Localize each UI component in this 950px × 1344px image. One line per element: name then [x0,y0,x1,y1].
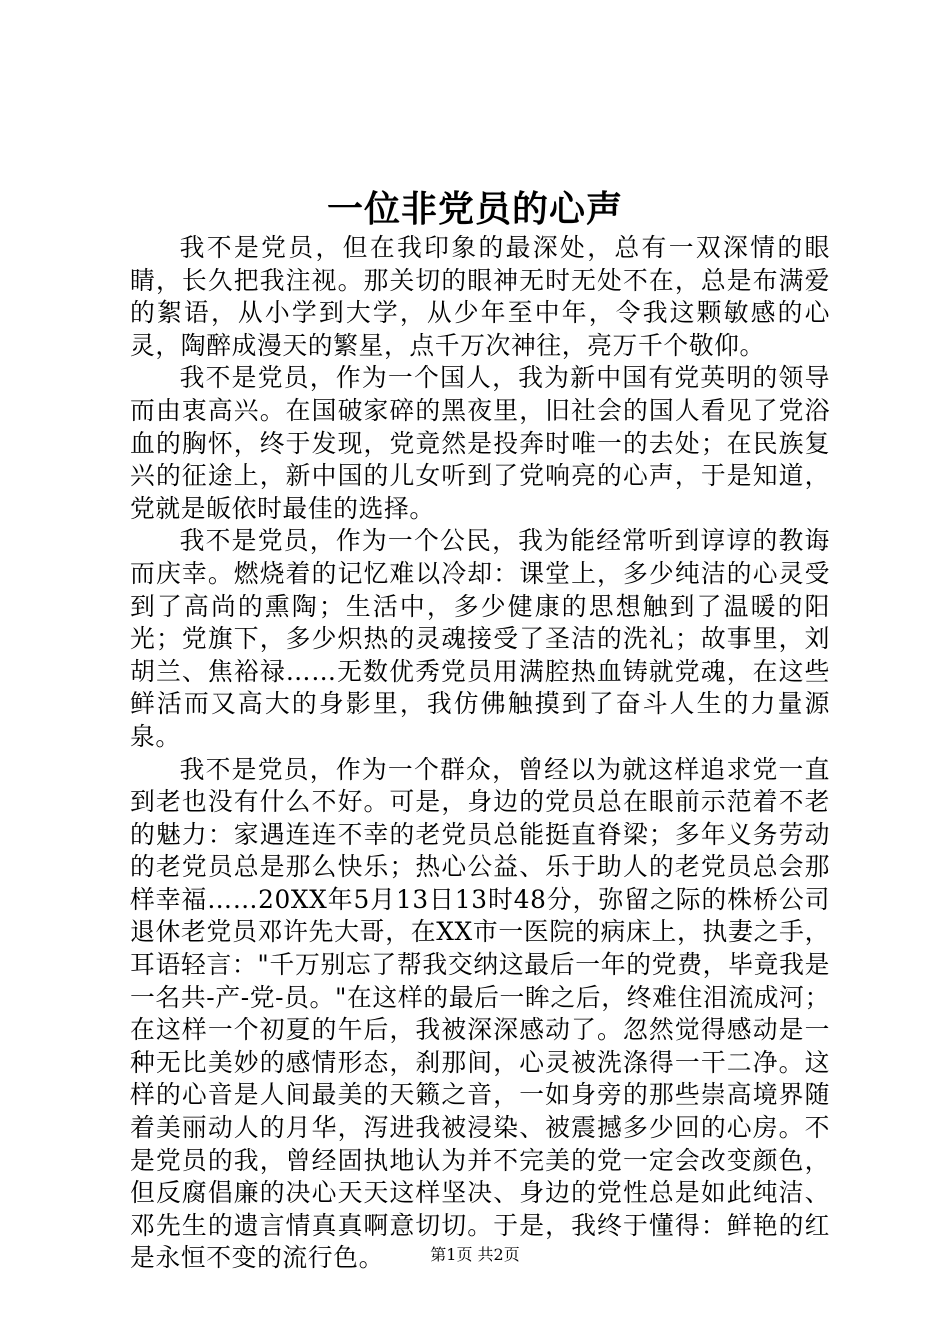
document-title: 一位非党员的心声 [326,188,623,230]
page-number-footer: 第1页 共2页 [430,1245,520,1264]
paragraph-3: 我不是党员，作为一个公民，我为能经常听到谆谆的教诲而庆幸。燃烧着的记忆难以冷却：课堂上，多少纯洁的心灵受到了高尚的熏陶；生活中，多少健康的思想触到了温暖的阳光；党旗下，多少炽热的灵魂接受了圣洁的洗礼；故事里，刘胡兰、焦裕禄……无数优秀党员用满腔热血铸就党魂，在这些鲜活而又高大的身影里，我仿佛触摸到了奋斗人生的力量源泉。 [130,526,830,751]
paragraph-4: 我不是党员，作为一个群众，曾经以为就这样追求党一直到老也没有什么不好。可是，身边的党员总在眼前示范着不老的魅力：家遇连连不幸的老党员总能挺直脊梁；多年义务劳动的老党员总是那么快乐；热心公益、乐于助人的老党员总会那样幸福……20XX年5月13日13时48分，弥留之际的株桥公司退休老党员邓许先大哥，在XX市一医院的病床上，执妻之手，耳语轻言："千万别忘了帮我交纳这最后一年的党费，毕竟我是一名共-产-党-员。"在这样的最后一眸之后，终难住泪流成河；在这样一个初夏的午后，我被深深感动了。忽然觉得感动是一种无比美妙的感情形态，刹那间，心灵被洗涤得一干二净。这样的心音是人间最美的天籁之音，一如身旁的那些崇高境界随着美丽动人的月华，泻进我被浸染、被震撼多少回的心房。不是党员的我，曾经固执地认为并不完美的党一定会改变颜色，但反腐倡廉的决心天天这样坚决、身边的党性总是如此纯洁、邓先生的遗言情真真啊意切切。于是，我终于懂得：鲜艳的红是永恒不变的流行色。 [130,754,830,1273]
paragraph-1: 我不是党员，但在我印象的最深处，总有一双深情的眼睛，长久把我注视。那关切的眼神无时无处不在，总是布满爱的絮语，从小学到大学，从少年至中年，令我这颗敏感的心灵，陶醉成漫天的繁星，点千万次神往，亮万千个敬仰。 [130,233,830,360]
paragraph-2: 我不是党员，作为一个国人，我为新中国有党英明的领导而由衷高兴。在国破家碎的黑夜里，旧社会的国人看见了党浴血的胸怀，终于发现，党竟然是投奔时唯一的去处；在民族复兴的征途上，新中国的儿女听到了党响亮的心声，于是知道，党就是皈依时最佳的选择。 [130,363,830,523]
document-body [130,232,830,1275]
